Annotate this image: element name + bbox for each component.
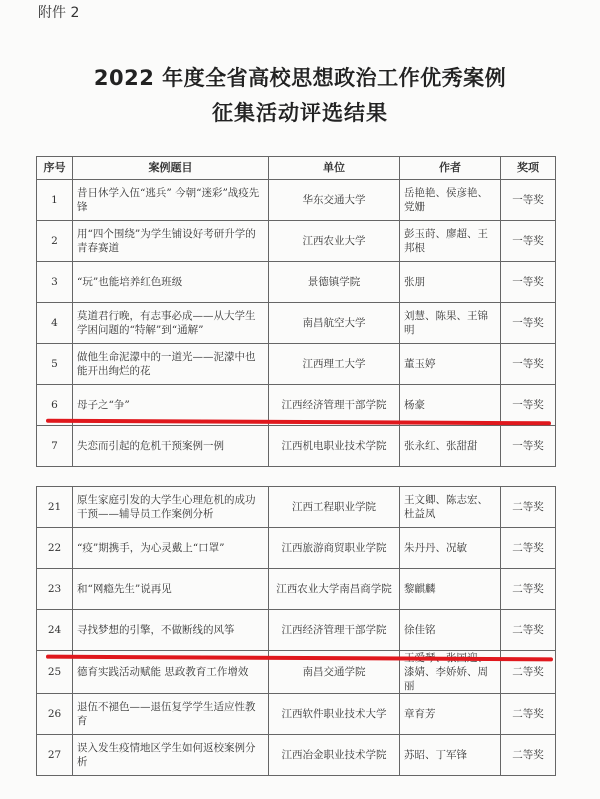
document-title-line1: 2022 年度全省高校思想政治工作优秀案例 xyxy=(93,66,507,90)
cell-author: 董玉婷 xyxy=(400,344,501,385)
cell-award: 一等奖 xyxy=(501,426,556,467)
cell-award: 二等奖 xyxy=(501,528,556,569)
cell-unit: 景德镇学院 xyxy=(269,262,400,303)
cell-author: 徐佳铭 xyxy=(400,610,501,651)
cell-unit: 江西经济管理干部学院 xyxy=(269,610,400,651)
attachment-label: 附件 2 xyxy=(38,5,80,21)
table-row xyxy=(37,221,556,262)
cell-case-title: 昔日休学入伍“逃兵” 今朝“迷彩”战疫先锋 xyxy=(73,180,269,221)
header-award: 奖项 xyxy=(501,157,556,180)
cell-unit: 江西农业大学 xyxy=(269,221,400,262)
cell-unit: 南昌交通学院 xyxy=(269,651,400,694)
cell-unit: 江西理工大学 xyxy=(269,344,400,385)
cell-award: 一等奖 xyxy=(501,221,556,262)
cell-case-title: “疫”期携手，为心灵戴上“口罩” xyxy=(73,528,269,569)
cell-no: 7 xyxy=(37,426,73,467)
cell-no: 3 xyxy=(37,262,73,303)
cell-no: 26 xyxy=(37,694,73,735)
cell-award: 一等奖 xyxy=(501,180,556,221)
cell-case-title: 母子之“争” xyxy=(73,385,269,426)
header-no: 序号 xyxy=(37,157,73,180)
cell-case-title: 误入发生疫情地区学生如何返校案例分析 xyxy=(73,735,269,776)
cell-case-title: 用“四个围绕”为学生铺设好考研升学的青春赛道 xyxy=(73,221,269,262)
cell-author: 张朋 xyxy=(400,262,501,303)
cell-unit: 江西旅游商贸职业学院 xyxy=(269,528,400,569)
cell-award: 一等奖 xyxy=(501,344,556,385)
cell-unit: 江西冶金职业技术学院 xyxy=(269,735,400,776)
cell-no: 4 xyxy=(37,303,73,344)
cell-no: 5 xyxy=(37,344,73,385)
table-header-row xyxy=(37,157,556,180)
cell-author: 刘慧、陈果、王锦明 xyxy=(400,303,501,344)
cell-unit: 江西经济管理干部学院 xyxy=(269,385,400,426)
cell-case-title: 原生家庭引发的大学生心理危机的成功干预——辅导员工作案例分析 xyxy=(73,487,269,528)
cell-unit: 江西软件职业技术大学 xyxy=(269,694,400,735)
cell-award: 二等奖 xyxy=(501,651,556,694)
table-row xyxy=(37,610,556,651)
cell-no: 1 xyxy=(37,180,73,221)
cell-author: 黎麒麟 xyxy=(400,569,501,610)
cell-no: 2 xyxy=(37,221,73,262)
results-table-part2 xyxy=(36,486,556,776)
cell-case-title: 莫道君行晚，有志事必成——从大学生学困问题的“特解”到“通解” xyxy=(73,303,269,344)
cell-award: 二等奖 xyxy=(501,610,556,651)
cell-author: 朱丹丹、况敏 xyxy=(400,528,501,569)
document-title-line2: 征集活动评选结果 xyxy=(212,101,388,125)
table-row xyxy=(37,735,556,776)
cell-author: 章育芳 xyxy=(400,694,501,735)
cell-award: 一等奖 xyxy=(501,262,556,303)
table-row xyxy=(37,303,556,344)
table-row xyxy=(37,569,556,610)
cell-no: 23 xyxy=(37,569,73,610)
cell-unit: 江西工程职业学院 xyxy=(269,487,400,528)
table-row xyxy=(37,487,556,528)
cell-author: 漆婧、李娇娇、周丽 xyxy=(400,651,501,694)
cell-author: 张永红、张甜甜 xyxy=(400,426,501,467)
header-case-title: 案例题目 xyxy=(73,157,269,180)
cell-no: 25 xyxy=(37,651,73,694)
cell-case-title: 做他生命泥濛中的一道光——泥濛中也能开出绚烂的花 xyxy=(73,344,269,385)
cell-award: 二等奖 xyxy=(501,487,556,528)
cell-award: 二等奖 xyxy=(501,735,556,776)
cell-case-title: “玩”也能培养红色班级 xyxy=(73,262,269,303)
cell-unit: 南昌航空大学 xyxy=(269,303,400,344)
cell-author: 岳艳艳、侯彦艳、党姗 xyxy=(400,180,501,221)
table-row xyxy=(37,426,556,467)
cell-no: 21 xyxy=(37,487,73,528)
cell-award: 二等奖 xyxy=(501,569,556,610)
cell-case-title: 退伍不褪色——退伍复学学生适应性教育 xyxy=(73,694,269,735)
cell-case-title: 失恋而引起的危机干预案例一例 xyxy=(73,426,269,467)
cell-no: 22 xyxy=(37,528,73,569)
cell-author: 王文卿、陈志宏、杜益凤 xyxy=(400,487,501,528)
table-row xyxy=(37,344,556,385)
cell-case-title: 和“网瘾先生”说再见 xyxy=(73,569,269,610)
cell-no: 6 xyxy=(37,385,73,426)
cell-unit: 江西农业大学南昌商学院 xyxy=(269,569,400,610)
header-author: 作者 xyxy=(400,157,501,180)
cell-award: 一等奖 xyxy=(501,303,556,344)
cell-case-title: 德育实践活动赋能 思政教育工作增效 xyxy=(73,651,269,694)
table-row xyxy=(37,262,556,303)
cell-no: 24 xyxy=(37,610,73,651)
cell-author: 杨豪 xyxy=(400,385,501,426)
table-row xyxy=(37,180,556,221)
cell-unit: 华东交通大学 xyxy=(269,180,400,221)
cell-award: 二等奖 xyxy=(501,694,556,735)
cell-author: 彭玉莳、廖超、王邦根 xyxy=(400,221,501,262)
cell-no: 27 xyxy=(37,735,73,776)
cell-case-title: 寻找梦想的引擎，不做断线的风筝 xyxy=(73,610,269,651)
table-row xyxy=(37,694,556,735)
header-unit: 单位 xyxy=(269,157,400,180)
cell-author: 苏昭、丁军锋 xyxy=(400,735,501,776)
cell-unit: 江西机电职业技术学院 xyxy=(269,426,400,467)
table-row xyxy=(37,528,556,569)
cell-award: 一等奖 xyxy=(501,385,556,426)
